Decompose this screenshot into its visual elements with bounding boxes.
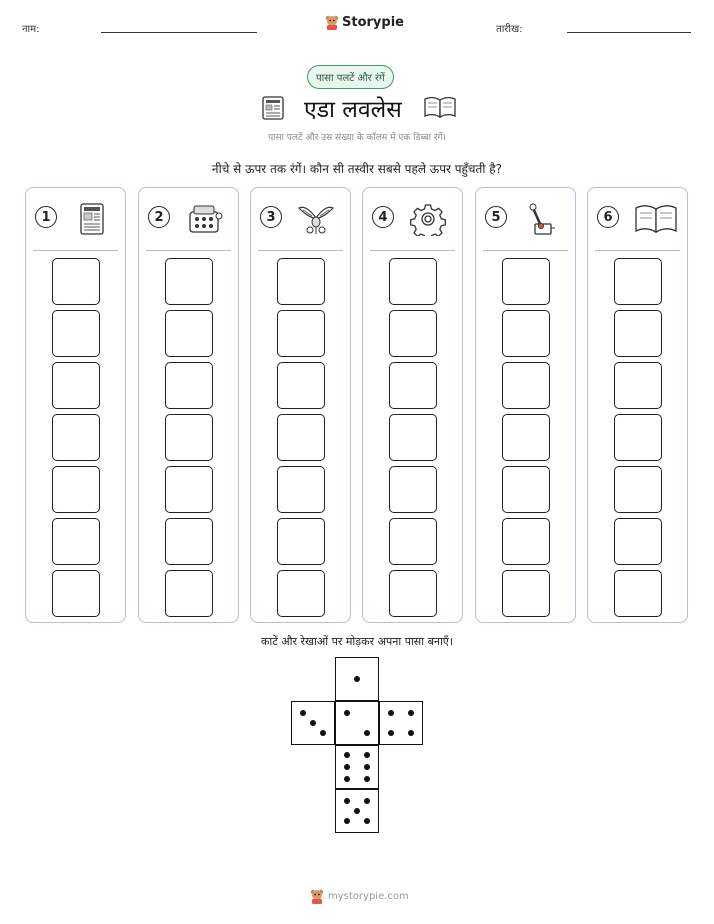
dice-pip [364, 776, 370, 782]
color-box[interactable] [389, 258, 437, 305]
color-box[interactable] [389, 518, 437, 565]
dice-pip [344, 776, 350, 782]
color-box[interactable] [52, 570, 100, 617]
dice-pip [388, 730, 394, 736]
color-box[interactable] [389, 466, 437, 513]
dice-face-2[interactable] [335, 701, 379, 745]
column-4 [362, 187, 463, 623]
dice-face-4[interactable] [379, 701, 423, 745]
dice-pip [354, 676, 360, 682]
color-box[interactable] [389, 414, 437, 461]
color-box[interactable] [277, 310, 325, 357]
color-box[interactable] [52, 518, 100, 565]
dice-pip [310, 720, 316, 726]
footer [310, 888, 409, 904]
color-box[interactable] [277, 258, 325, 305]
color-box[interactable] [165, 414, 213, 461]
color-box[interactable] [614, 466, 662, 513]
color-box[interactable] [52, 310, 100, 357]
color-box[interactable] [389, 570, 437, 617]
color-box[interactable] [389, 362, 437, 409]
name-line[interactable] [101, 32, 257, 33]
dice-pip [364, 752, 370, 758]
color-box[interactable] [502, 414, 550, 461]
column-number: 2 [148, 206, 170, 228]
dice-pip [364, 730, 370, 736]
storypie-mascot-icon [310, 888, 324, 904]
color-box[interactable] [277, 414, 325, 461]
dice-pip [344, 798, 350, 804]
mechanical-flying-machine-icon [297, 202, 335, 236]
page-title: एडा लवलेस [304, 97, 402, 123]
color-box[interactable] [277, 570, 325, 617]
dice-pip [344, 818, 350, 824]
color-box[interactable] [165, 310, 213, 357]
color-box[interactable] [502, 310, 550, 357]
column-number: 6 [597, 206, 619, 228]
color-box[interactable] [389, 310, 437, 357]
color-box[interactable] [52, 258, 100, 305]
dice-pip [408, 710, 414, 716]
column-divider [33, 250, 118, 251]
newspaper-icon [72, 202, 110, 236]
brand-logo [325, 14, 404, 30]
color-box[interactable] [502, 258, 550, 305]
color-box[interactable] [277, 466, 325, 513]
color-box[interactable] [614, 414, 662, 461]
dice-pip [408, 730, 414, 736]
title-newspaper-icon [262, 96, 284, 120]
color-box[interactable] [52, 362, 100, 409]
column-1 [25, 187, 126, 623]
name-label: नाम: [22, 24, 40, 35]
color-box[interactable] [52, 466, 100, 513]
dice-pip [300, 710, 306, 716]
color-box[interactable] [502, 570, 550, 617]
title-book-icon [423, 95, 457, 119]
column-divider [258, 250, 343, 251]
color-box[interactable] [277, 362, 325, 409]
color-box[interactable] [614, 570, 662, 617]
color-box[interactable] [614, 258, 662, 305]
color-box[interactable] [165, 258, 213, 305]
dice-pip [320, 730, 326, 736]
subtitle: पासा पलटें और उस संख्या के कॉलम में एक डिब्बा रंगें। [268, 133, 446, 143]
column-2 [138, 187, 239, 623]
column-divider [146, 250, 231, 251]
column-number: 3 [260, 206, 282, 228]
dice-pip [364, 798, 370, 804]
color-box[interactable] [614, 310, 662, 357]
column-5 [475, 187, 576, 623]
dice-face-5[interactable] [335, 789, 379, 833]
dice-pip [354, 808, 360, 814]
cut-instruction: काटें और रेखाओं पर मोड़कर अपना पासा बनाएँ। [260, 635, 454, 648]
storypie-mascot-icon [325, 14, 339, 30]
color-box[interactable] [502, 518, 550, 565]
color-box[interactable] [614, 362, 662, 409]
calculating-machine-icon [185, 202, 223, 236]
column-number: 1 [35, 206, 57, 228]
gear-icon [409, 202, 447, 236]
brand-name: Storypie [342, 14, 404, 30]
activity-tag: पासा पलटें और रंगें [307, 65, 394, 89]
color-box[interactable] [165, 362, 213, 409]
column-divider [595, 250, 680, 251]
dice-pip [344, 710, 350, 716]
color-box[interactable] [502, 362, 550, 409]
color-box[interactable] [614, 518, 662, 565]
dice-pip [388, 710, 394, 716]
color-box[interactable] [277, 518, 325, 565]
color-box[interactable] [165, 518, 213, 565]
column-3 [250, 187, 351, 623]
footer-url: mystorypie.com [328, 890, 409, 902]
column-divider [370, 250, 455, 251]
color-box[interactable] [165, 466, 213, 513]
column-number: 4 [372, 206, 394, 228]
dice-pip [344, 764, 350, 770]
color-box[interactable] [502, 466, 550, 513]
dice-pip [364, 764, 370, 770]
column-number: 5 [485, 206, 507, 228]
dice-pip [364, 818, 370, 824]
lever-machine-icon [522, 202, 560, 236]
open-book-icon [634, 202, 672, 236]
dice-face-6[interactable] [335, 745, 379, 789]
instruction: नीचे से ऊपर तक रंगें। कौन सी तस्वीर सबसे पहले ऊपर पहुँचती है? [211, 162, 503, 176]
column-6 [587, 187, 688, 623]
dice-pip [344, 752, 350, 758]
date-label: तारीख: [496, 24, 523, 35]
column-divider [483, 250, 568, 251]
color-box[interactable] [52, 414, 100, 461]
date-line[interactable] [567, 32, 691, 33]
dice-face-3[interactable] [291, 701, 335, 745]
dice-face-1[interactable] [335, 657, 379, 701]
color-box[interactable] [165, 570, 213, 617]
